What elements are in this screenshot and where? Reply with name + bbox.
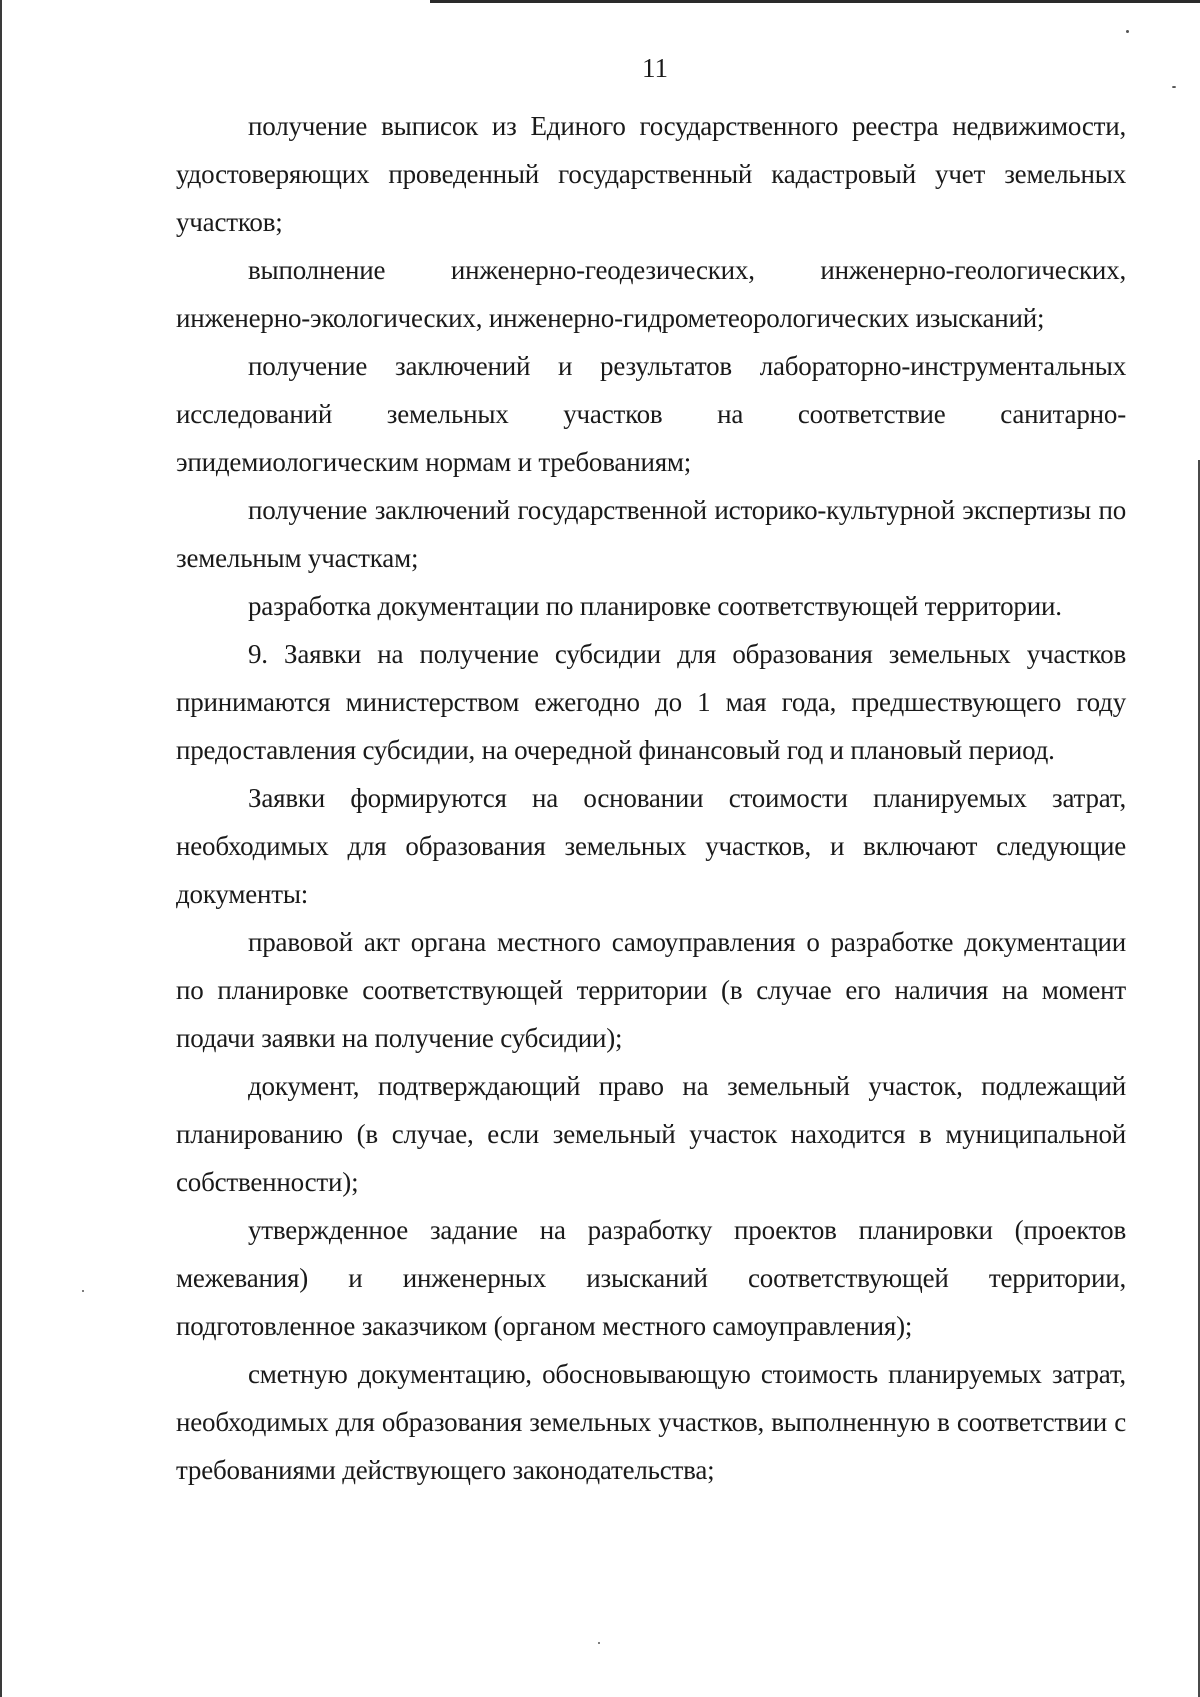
scan-speck [1126, 30, 1129, 33]
document-body [176, 102, 1126, 1494]
scan-edge-top [430, 0, 1200, 3]
paragraph: получение заключений и результатов лабораторно-инструментальных исследований земельных участков на соответствие санитарно-эпидемиологическим нормам и требованиям; [176, 351, 1126, 477]
scan-speck [598, 1642, 600, 1644]
paragraph: правовой акт органа местного самоуправления о разработке документации по планировке соответствующей территории (в случае его наличия на момент подачи заявки на получение субсидии); [176, 927, 1126, 1053]
paragraph: утвержденное задание на разработку проектов планировки (проектов межевания) и инженерных изысканий соответствующей территории, подготовленное заказчиком (органом местного самоуправления); [176, 1215, 1126, 1341]
paragraph: 9. Заявки на получение субсидии для образования земельных участков принимаются министерством ежегодно до 1 мая года, предшествующего году предоставления субсидии, на очередной финансовый год и плановый период. [176, 639, 1126, 765]
paragraph: выполнение инженерно-геодезических, инженерно-геологических, инженерно-экологических, инженерно-гидрометеорологических изысканий; [176, 255, 1126, 333]
paragraph: разработка документации по планировке соответствующей территории. [248, 591, 1062, 621]
scan-speck [1172, 86, 1176, 88]
page-number: 11 [642, 53, 668, 83]
scan-speck [82, 1290, 84, 1292]
paragraph: документ, подтверждающий право на земельный участок, подлежащий планированию (в случае, если земельный участок находится в муниципальной собственности); [176, 1071, 1126, 1197]
scan-edge-left [0, 0, 2, 1697]
paragraph: Заявки формируются на основании стоимости планируемых затрат, необходимых для образования земельных участков, и включают следующие документы: [176, 783, 1126, 909]
paragraph: получение выписок из Единого государственного реестра недвижимости, удостоверяющих проведенный государственный кадастровый учет земельных участков; [176, 111, 1126, 237]
paragraph: получение заключений государственной историко-культурной экспертизы по земельным участкам; [176, 495, 1126, 573]
paragraph: сметную документацию, обосновывающую стоимость планируемых затрат, необходимых для образования земельных участков, выполненную в соответствии с требованиями действующего законодательства; [176, 1359, 1126, 1485]
